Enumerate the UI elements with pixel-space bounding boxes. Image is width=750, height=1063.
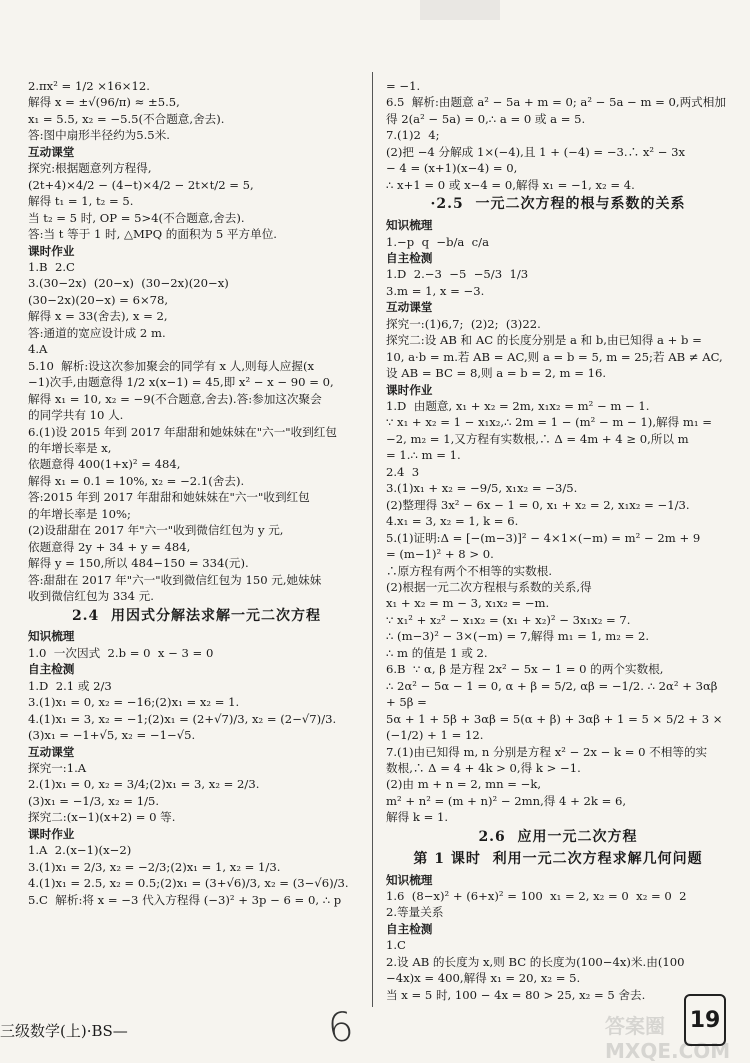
answer-line: 5.(1)证明:Δ = [−(m−3)]² − 4×1×(−m) = m² − 2m + 9 (386, 530, 701, 545)
answer-line: 5α + 1 + 5β + 3αβ = 5(α + β) + 3αβ + 1 = 5 × 5/2 + 3 × (386, 711, 723, 726)
answer-line: 6.(1)设 2015 年到 2017 年甜甜和她妹妹在"六一"收到红包 (28, 424, 337, 439)
answer-line: ∴原方程有两个不相等的实数根. (386, 563, 552, 578)
answer-line: 3.(1)x₁ = 2/3, x₂ = −2/3;(2)x₁ = 1, x₂ = 1/3. (28, 859, 281, 874)
answer-line: ∴ x+1 = 0 或 x−4 = 0,解得 x₁ = −1, x₂ = 4. (386, 177, 635, 192)
section-heading: ·2.5 一元二次方程的根与系数的关系 (430, 196, 686, 213)
answer-line: 2.等量关系 (386, 905, 444, 920)
answer-line: 1.B 2.C (28, 259, 75, 274)
answer-line: 2.(1)x₁ = 0, x₂ = 3/4;(2)x₁ = 3, x₂ = 2/3. (28, 777, 260, 792)
answer-line: = 1.∴ m = 1. (386, 448, 461, 463)
section-heading: 2.4 用因式分解法求解一元二次方程 (71, 607, 322, 624)
answer-line: 当 x = 5 时, 100 − 4x = 80 > 25, x₂ = 5 舍去. (386, 987, 646, 1002)
answer-line: 探究一:(1)6,7; (2)2; (3)22. (386, 316, 541, 331)
answer-line: 1.D 由题意, x₁ + x₂ = 2m, x₁x₂ = m² − m − 1. (386, 399, 650, 414)
subsection-label: 知识梳理 (28, 629, 75, 644)
right-column (386, 78, 730, 1003)
answer-line: 4.x₁ = 3, x₂ = 1, k = 6. (386, 514, 519, 529)
answer-line: 收到微信红包为 334 元. (28, 589, 154, 604)
subsection-label: 互动课堂 (28, 144, 75, 159)
subsection-label: 自主检测 (28, 662, 75, 677)
answer-line: 10, a·b = m.若 AB = AC,则 a = b = 5, m = 25;若 AB ≠ AC, (386, 349, 723, 364)
answer-line: 3.(30−2x) (20−x) (30−2x)(20−x) (28, 276, 229, 291)
answer-line: = (m−1)² + 8 > 0. (386, 547, 494, 562)
answer-line: (2)把 −4 分解成 1×(−4),且 1 + (−4) = −3.∴ x² − 3x (386, 144, 686, 159)
answer-line: 答:2015 年到 2017 年甜甜和她妹妹在"六一"收到红包 (28, 490, 310, 505)
answer-line: ∴ (m−3)² − 3×(−m) = 7,解得 m₁ = 1, m₂ = 2. (386, 629, 650, 644)
answer-line: 当 t₂ = 5 时, OP = 5>4(不合题意,舍去). (28, 210, 245, 225)
answer-line: 答:当 t 等于 1 时, △MPQ 的面积为 5 平方单位. (28, 227, 277, 242)
subsection-label: 知识梳理 (386, 872, 433, 887)
answer-line: 7.(1)2 4; (386, 128, 440, 143)
answer-line: 的年增长率是 x, (28, 440, 112, 455)
answer-line: ∵ x₁ + x₂ = 1 − x₁x₂,∴ 2m = 1 − (m² − m − 1),解得 m₁ = (386, 415, 712, 430)
subsection-label: 知识梳理 (386, 218, 433, 233)
answer-line: (−1/2) + 1 = 12. (386, 728, 484, 743)
answer-line: 探究一:1.A (28, 761, 87, 775)
answer-line: −2, m₂ = 1,又方程有实数根,∴ Δ = 4m + 4 ≥ 0,所以 m (386, 431, 689, 446)
answer-line: 7.(1)由已知得 m, n 分别是方程 x² − 2x − k = 0 不相等的实 (386, 744, 708, 759)
subsection-label: 课时作业 (28, 826, 75, 841)
answer-line: 3.(1)x₁ + x₂ = −9/5, x₁x₂ = −3/5. (386, 481, 578, 496)
answer-line: 答:甜甜在 2017 年"六一"收到微信红包为 150 元,她妹妹 (28, 572, 322, 587)
column-divider (372, 72, 373, 1007)
answer-line: 1.D 2.−3 −5 −5/3 1/3 (386, 267, 529, 282)
answer-line: = −1. (386, 79, 421, 93)
answer-line: (2)整理得 3x² − 6x − 1 = 0, x₁ + x₂ = 2, x₁x₂ = −1/3. (386, 497, 690, 512)
left-column (28, 78, 365, 908)
answer-line: 4.A (28, 342, 48, 357)
answer-line: 解得 t₁ = 1, t₂ = 5. (28, 194, 134, 209)
answer-line: 的年增长率是 10%; (28, 506, 131, 521)
subsection-label: 自主检测 (386, 921, 433, 936)
answer-line: 设 AB = BC = 8,则 a = b = 2, m = 16. (386, 366, 607, 381)
answer-line: 4.(1)x₁ = 2.5, x₂ = 0.5;(2)x₁ = (3+√6)/3, x₂ = (3−√6)/3. (28, 876, 349, 891)
answer-line: (2)根据一元二次方程根与系数的关系,得 (386, 580, 592, 595)
answer-line: 答:图中扇形半径约为5.5米. (28, 128, 170, 143)
answer-line: −4x)x = 400,解得 x₁ = 20, x₂ = 5. (386, 971, 581, 986)
answer-line: 1.6 (8−x)² + (6+x)² = 100 x₁ = 2, x₂ = 0 x₂ = 0 2 (386, 889, 687, 904)
section-heading: 第 1 课时 利用一元二次方程求解几何问题 (413, 850, 703, 867)
answer-line: −1)次手,由题意得 1/2 x(x−1) = 45,即 x² − x − 90 = 0, (28, 375, 334, 390)
answer-line: 解得 k = 1. (386, 810, 449, 825)
answer-line: 探究二:(x−1)(x+2) = 0 等. (28, 810, 176, 825)
answer-line: x₁ = 5.5, x₂ = −5.5(不合题意,舍去). (28, 111, 225, 126)
subsection-label: 课时作业 (28, 243, 75, 258)
answer-line: 2.设 AB 的长度为 x,则 BC 的长度为(100−4x)米.由(100 (386, 954, 685, 969)
answer-line: 1.0 一次因式 2.b = 0 x − 3 = 0 (28, 645, 214, 660)
answer-line: − 4 = (x+1)(x−4) = 0, (386, 161, 518, 176)
answer-line: ∴ m 的值是 1 或 2. (386, 645, 488, 660)
handwritten-mark: 6 (325, 1003, 356, 1053)
answer-line: 数根,∴ Δ = 4 + 4k > 0,得 k > −1. (386, 761, 581, 775)
answer-line: 5.10 解析:设这次参加聚会的同学有 x 人,则每人应握(x (28, 358, 315, 373)
answer-line: 答:通道的宽应设计成 2 m. (28, 325, 166, 340)
answer-line: 探究:根据题意列方程得, (28, 161, 152, 176)
answer-line: 1.C (386, 938, 406, 953)
answer-line: 3.m = 1, x = −3. (386, 283, 485, 298)
subsection-label: 自主检测 (386, 250, 433, 265)
answer-line: m² + n² = (m + n)² − 2mn,得 4 + 2k = 6, (386, 793, 627, 808)
watermark: 答案圈 MXQE.COM (605, 1014, 731, 1063)
answer-line: (2)设甜甜在 2017 年"六一"收到微信红包为 y 元, (28, 523, 284, 538)
answer-line: 1.D 2.1 或 2/3 (28, 678, 112, 693)
answer-line: (3)x₁ = −1/3, x₂ = 1/5. (28, 793, 160, 808)
top-stamp (420, 0, 500, 20)
answer-line: ∴ 2α² − 5α − 1 = 0, α + β = 5/2, αβ = −1/2. ∴ 2α² + 3αβ + 5β = (386, 678, 722, 710)
section-heading: 2.6 应用一元二次方程 (478, 828, 638, 845)
answer-line: 4.(1)x₁ = 3, x₂ = −1;(2)x₁ = (2+√7)/3, x₂ = (2−√7)/3. (28, 711, 337, 726)
answer-line: (2)由 m + n = 2, mn = −k, (386, 777, 542, 792)
answer-line: 得 2(a² − 5a) = 0,∴ a = 0 或 a = 5. (386, 111, 586, 126)
answer-line: 5.C 解析:将 x = −3 代入方程得 (−3)² + 3p − 6 = 0, ∴ p (28, 892, 342, 907)
answer-line: 6.5 解析:由题意 a² − 5a + m = 0; a² − 5a − m = 0,两式相加 (386, 95, 726, 110)
answer-line: (3)x₁ = −1+√5, x₂ = −1−√5. (28, 728, 196, 743)
answer-line: (30−2x)(20−x) = 6×78, (28, 292, 169, 307)
answer-line: 2.4 3 (386, 464, 420, 479)
subsection-label: 互动课堂 (386, 300, 433, 315)
subsection-label: 互动课堂 (28, 744, 75, 759)
answer-line: 2.πx² = 1/2 ×16×12. (28, 79, 150, 93)
answer-line: x₁ + x₂ = m − 3, x₁x₂ = −m. (386, 596, 550, 611)
answer-line: 3.(1)x₁ = 0, x₂ = −16;(2)x₁ = x₂ = 1. (28, 695, 240, 710)
answer-line: 解得 x₁ = 0.1 = 10%, x₂ = −2.1(舍去). (28, 473, 245, 488)
answer-line: 依题意得 2y + 34 + y = 484, (28, 539, 191, 554)
footer-text: 三级数学(上)·BS— (0, 1022, 128, 1040)
answer-line: 依题意得 400(1+x)² = 484, (28, 457, 181, 472)
answer-line: 1.−p q −b/a c/a (386, 234, 489, 249)
answer-line: ∵ x₁² + x₂² − x₁x₂ = (x₁ + x₂)² − 3x₁x₂ = 7. (386, 612, 631, 627)
page-number: 19 (684, 994, 726, 1046)
answer-line: (2t+4)×4/2 − (4−t)×4/2 − 2t×t/2 = 5, (28, 177, 254, 192)
answer-line: 解得 y = 150,所以 484−150 = 334(元). (28, 556, 249, 571)
answer-line: 解得 x = ±√(96/π) ≈ ±5.5, (28, 95, 180, 110)
subsection-label: 课时作业 (386, 382, 433, 397)
answer-line: 解得 x = 33(舍去), x = 2, (28, 309, 168, 324)
answer-line: 探究二:设 AB 和 AC 的长度分别是 a 和 b,由已知得 a + b = (386, 333, 702, 348)
answer-line: 6.B ∵ α, β 是方程 2x² − 5x − 1 = 0 的两个实数根, (386, 662, 664, 677)
answer-line: 解得 x₁ = 10, x₂ = −9(不合题意,舍去).答:参加这次聚会 (28, 391, 322, 406)
answer-line: 的同学共有 10 人. (28, 408, 124, 423)
answer-line: 1.A 2.(x−1)(x−2) (28, 843, 132, 858)
